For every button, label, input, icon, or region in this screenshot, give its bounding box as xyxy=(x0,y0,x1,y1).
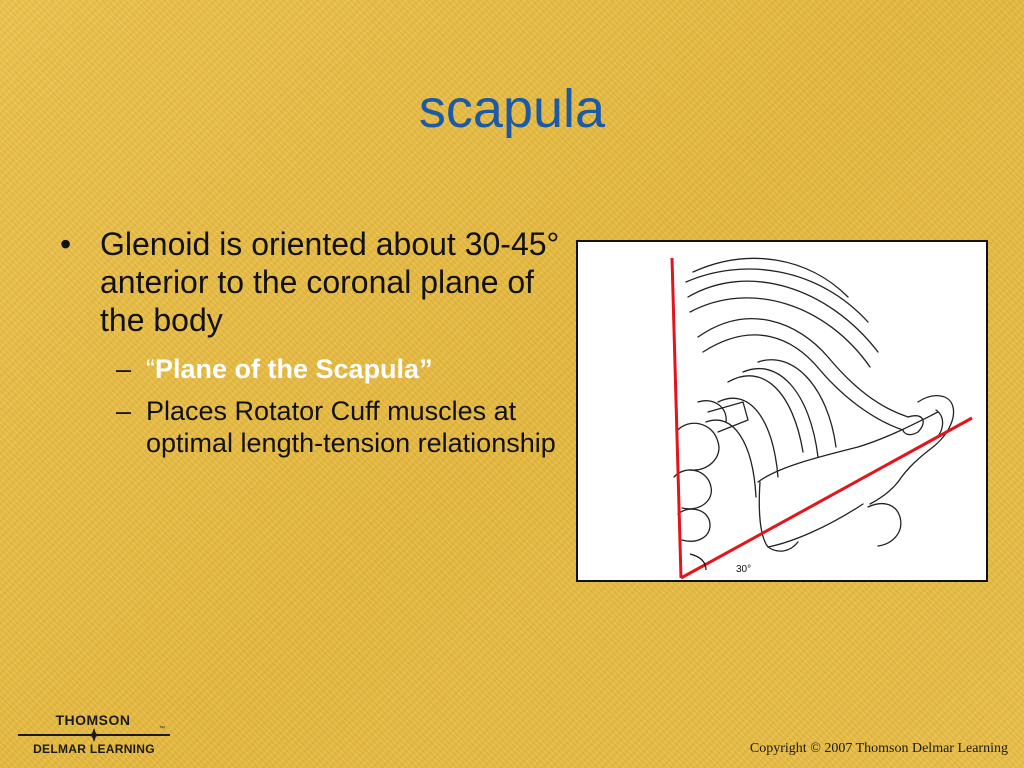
bullet-text-glenoid: Glenoid is oriented about 30-45° anterior to the coronal plane of the body xyxy=(100,226,560,338)
scapula-diagram xyxy=(576,240,988,582)
slide-title: scapula xyxy=(418,79,606,139)
sub-bullet-rotator xyxy=(58,395,568,459)
scapula-illustration xyxy=(578,242,986,580)
logo-top-text: THOMSON xyxy=(55,712,131,728)
trademark-mark: ™ xyxy=(159,726,165,732)
sub-bullet-text-plane: Plane of the Scapula” xyxy=(155,354,433,384)
star-rule-icon xyxy=(14,728,174,742)
copyright-text: Copyright © 2007 Thomson Delmar Learning xyxy=(749,741,1008,756)
bullet-list xyxy=(58,225,568,469)
sub-bullet-dash: – xyxy=(116,396,132,426)
angle-label: 30° xyxy=(736,564,752,575)
bullet-item-glenoid xyxy=(58,225,568,339)
coronal-plane-line xyxy=(672,258,681,578)
sub-bullet-list xyxy=(58,353,568,459)
scapular-plane-line xyxy=(681,418,972,578)
logo-bottom-text: DELMAR LEARNING xyxy=(33,742,155,756)
thomson-delmar-logo xyxy=(14,712,172,760)
sub-bullet-plane xyxy=(58,353,568,385)
open-quote: “ xyxy=(146,354,155,384)
sub-bullet-dash: – xyxy=(116,354,132,384)
bullet-glyph: • xyxy=(60,226,72,262)
sub-bullet-text-rotator: Places Rotator Cuff muscles at optimal length-tension relationship xyxy=(146,396,556,458)
